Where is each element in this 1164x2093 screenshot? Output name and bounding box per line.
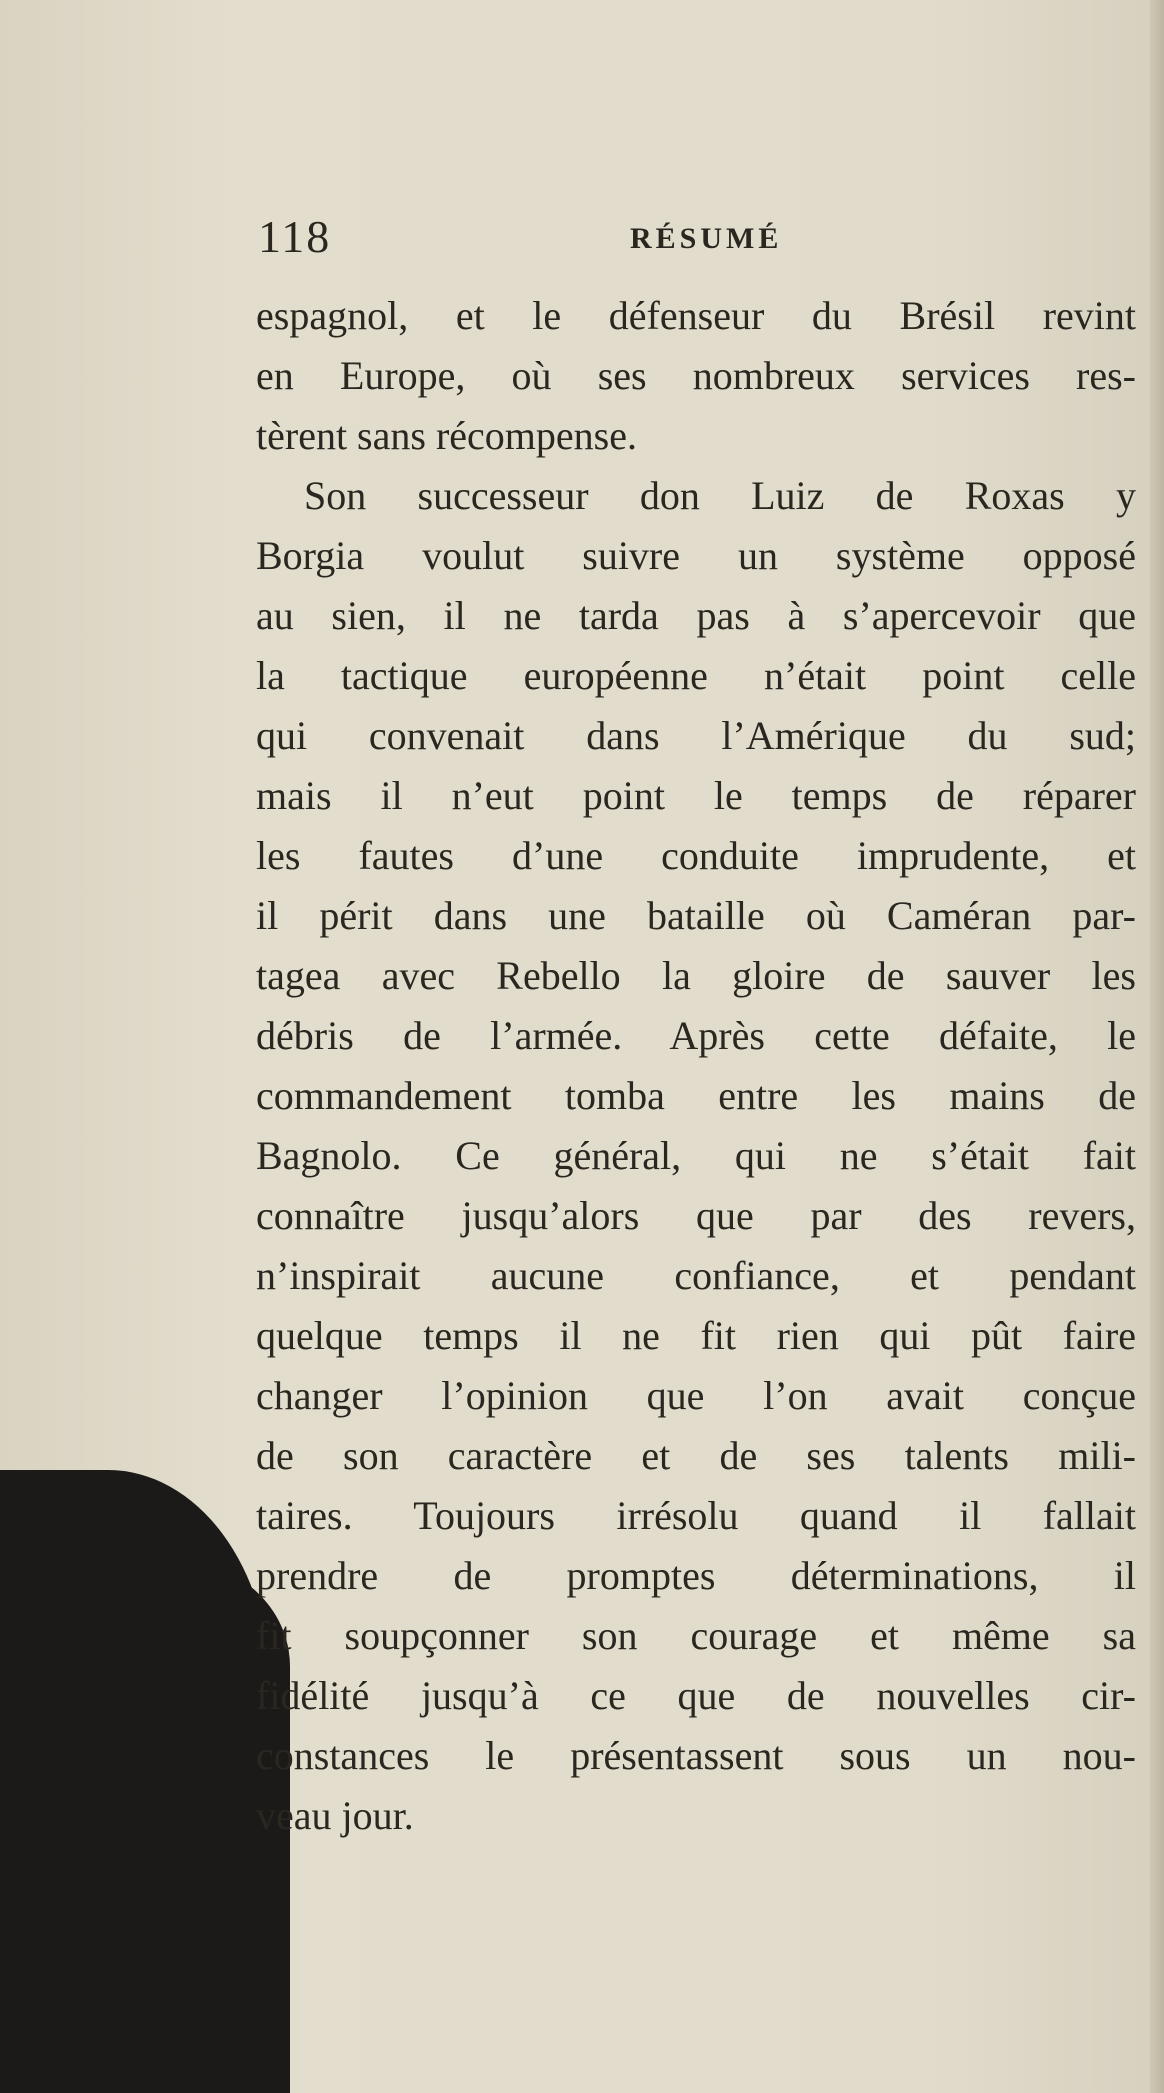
text-line: qui convenait dans l’Amérique du sud;: [256, 713, 1136, 758]
text-line: tèrent sans récompense.: [256, 413, 637, 458]
page-header: [258, 210, 1138, 270]
text-line: commandement tomba entre les mains de: [256, 1073, 1136, 1118]
running-head: RÉSUMÉ: [630, 222, 783, 255]
text-line: Bagnolo. Ce général, qui ne s’était fait: [256, 1133, 1136, 1178]
text-line: quelque temps il ne fit rien qui pût faire: [256, 1313, 1136, 1358]
text-line: les fautes d’une conduite imprudente, et: [256, 833, 1136, 878]
text-line: il périt dans une bataille où Caméran par-: [256, 893, 1136, 938]
text-line: veau jour.: [256, 1793, 414, 1838]
text-line: la tactique européenne n’était point celle: [256, 653, 1136, 698]
ink-stain-lower: [0, 1560, 290, 2093]
text-line: fidélité jusqu’à ce que de nouvelles cir-: [256, 1673, 1136, 1718]
text-line: mais il n’eut point le temps de réparer: [256, 773, 1136, 818]
page-number: 118: [258, 211, 332, 262]
text-line: changer l’opinion que l’on avait conçue: [256, 1373, 1136, 1418]
text-line: taires. Toujours irrésolu quand il fallait: [256, 1493, 1136, 1538]
text-line: espagnol, et le défenseur du Brésil revint: [256, 293, 1136, 338]
text-line: prendre de promptes déterminations, il: [256, 1553, 1136, 1598]
text-line: fit soupçonner son courage et même sa: [256, 1613, 1136, 1658]
page-edge: [1150, 0, 1164, 2093]
text-line: tagea avec Rebello la gloire de sauver les: [256, 953, 1136, 998]
text-line: Son successeur don Luiz de Roxas y: [304, 473, 1136, 518]
text-line: débris de l’armée. Après cette défaite, le: [256, 1013, 1136, 1058]
text-line: connaître jusqu’alors que par des revers,: [256, 1193, 1136, 1238]
body-text: [256, 286, 1136, 1846]
text-line: constances le présentassent sous un nou-: [256, 1733, 1136, 1778]
text-line: Borgia voulut suivre un système opposé: [256, 533, 1136, 578]
text-line: au sien, il ne tarda pas à s’apercevoir que: [256, 593, 1136, 638]
text-line: n’inspirait aucune confiance, et pendant: [256, 1253, 1136, 1298]
text-line: en Europe, où ses nombreux services res-: [256, 353, 1136, 398]
text-line: de son caractère et de ses talents mili-: [256, 1433, 1136, 1478]
